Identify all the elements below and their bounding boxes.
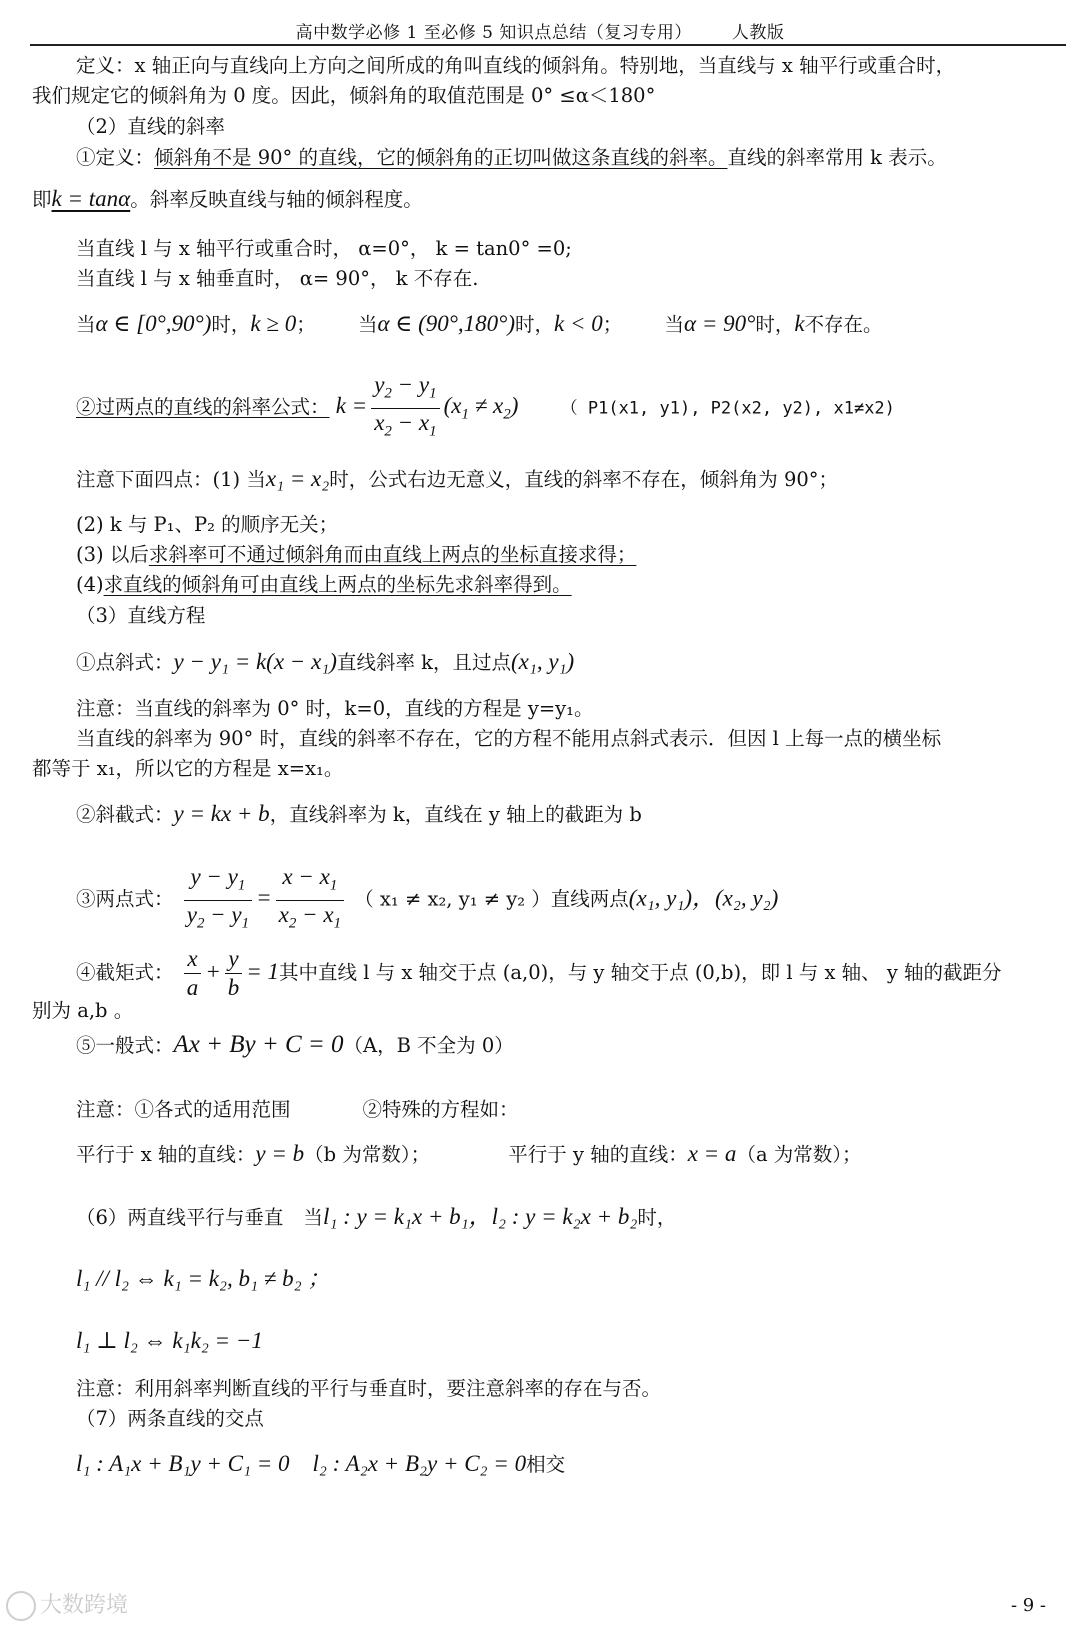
n3-underlined: 求斜率可不通过倾斜角而由直线上两点的坐标直接求得； xyxy=(148,543,637,566)
h6-then: 时， xyxy=(637,1206,677,1229)
notice-four-points xyxy=(76,467,838,492)
parallel-eq: l₁ // l₂ ⇔ k₁ = k₂, b₁ ≠ b₂ ； xyxy=(76,1266,331,1291)
slope-tan-line xyxy=(32,187,423,212)
two-point-condition: （ P1(x1, y1), P2(x2, y2), x1≠x2) xyxy=(560,398,895,419)
si-equation: y = kx + b xyxy=(173,801,270,826)
heading-parallel-perp xyxy=(76,1205,676,1230)
range-c-then: 时， xyxy=(755,313,795,336)
header-edition: 人教版 xyxy=(731,23,785,43)
intersection-line xyxy=(76,1452,565,1477)
intersect-equations: l₁ : A₁x + B₁y + C₁ = 0 l₂ : A₂x + B₂y + C₂ = 0 xyxy=(76,1451,527,1476)
two-point-label: ②过两点的直线的斜率公式： xyxy=(76,395,330,419)
range-b-then: 时， xyxy=(515,313,555,336)
page-header xyxy=(0,18,1080,43)
par-x-note: （b 为常数）； xyxy=(304,1143,431,1166)
slope-def-underlined: 倾斜角不是 90° 的直线，它的倾斜角的正切叫做这条直线的斜率。 xyxy=(154,146,728,169)
ic-label: ④截矩式： xyxy=(76,960,174,984)
header-title: 高中数学必修 1 至必修 5 知识点总结（复习专用） xyxy=(295,23,692,43)
slope-intercept-form xyxy=(76,802,642,827)
slope-def-suffix: 直线的斜率常用 k 表示。 xyxy=(727,146,947,169)
case-horizontal: 当直线 l 与 x 轴平行或重合时， α=0°， k = tan0° =0; xyxy=(76,237,572,260)
general-form xyxy=(76,1033,514,1058)
notice4-prefix: 注意下面四点：(1) 当 xyxy=(76,468,266,491)
slope-def-prefix: ①定义： xyxy=(76,146,155,169)
par-x-eq: y = b xyxy=(255,1141,305,1166)
range-a-sep: ； xyxy=(296,313,316,336)
tp-condition: （ x₁ ≠ x₂, y₁ ≠ y₂ ）直线两点 xyxy=(354,887,629,911)
intersect-tail: 相交 xyxy=(526,1453,566,1476)
slope-range-line xyxy=(76,312,883,337)
intercept-form xyxy=(76,946,1002,1001)
parallel-condition xyxy=(76,1267,330,1292)
tp-points: (x₁, y₁)，(x₂, y₂) xyxy=(628,885,779,911)
range-b-sep: ； xyxy=(602,313,623,336)
slope-reflect: 。斜率反映直线与轴的倾斜程度。 xyxy=(130,188,423,211)
note-range-a: 注意：①各式的适用范围 xyxy=(76,1098,291,1121)
range-c-angle: α = 90° xyxy=(684,311,756,336)
ps-desc: 直线斜率 k，且过点 xyxy=(336,651,511,674)
par-y-eq: x = a xyxy=(687,1141,737,1166)
ps-note-2: 当直线的斜率为 90° 时，直线的斜率不存在，它的方程不能用点斜式表示．但因 l 上每一点的横坐标 xyxy=(76,727,942,750)
watermark-text: 大数跨境 xyxy=(40,1593,129,1618)
par-y-label: 平行于 y 轴的直线： xyxy=(508,1143,688,1166)
h6-equation: l₁ : y = k₁x + b₁，l₂ : y = k₂x + b₂ xyxy=(322,1204,638,1229)
page-number: - 9 - xyxy=(1010,1595,1046,1616)
note-range-b: ②特殊的方程如： xyxy=(362,1098,519,1121)
ic-desc-2: 别为 a,b 。 xyxy=(32,999,134,1022)
gen-equation: Ax + By + C = 0 xyxy=(173,1031,344,1058)
watermark xyxy=(6,1588,128,1621)
slope-definition xyxy=(76,146,947,170)
perp-eq: l₁ ⊥ l₂ ⇔ k₁k₂ = −1 xyxy=(76,1328,263,1353)
h6-when: 当 xyxy=(303,1206,323,1229)
h6-title: （6）两直线平行与垂直 xyxy=(76,1206,284,1229)
point-slope-form xyxy=(76,650,574,675)
range-c-k: k xyxy=(794,311,805,336)
n4-prefix: (4) xyxy=(76,573,104,596)
ic-desc: 其中直线 l 与 x 轴交于点 (a,0)，与 y 轴交于点 (0,b)，即 l 与 x 轴、 y 轴的截距分 xyxy=(279,960,1002,984)
range-a-when: 当 xyxy=(76,313,96,336)
heading-intersection: （7）两条直线的交点 xyxy=(76,1407,264,1430)
ps-label: ①点斜式： xyxy=(76,651,174,674)
par-x-label: 平行于 x 轴的直线： xyxy=(76,1143,256,1166)
slope-ji: 即 xyxy=(32,188,52,211)
heading-line-equation: （3）直线方程 xyxy=(76,604,206,627)
range-b-k: k < 0 xyxy=(554,311,603,336)
range-a-then: 时， xyxy=(211,313,251,336)
gen-label: ⑤一般式： xyxy=(76,1034,174,1057)
perpendicular-condition xyxy=(76,1329,263,1354)
ps-note-3: 都等于 x₁，所以它的方程是 x=x₁。 xyxy=(32,757,344,780)
two-point-formula: k = $\frac{y_2 - y_1}{x_2 - x_1}$ $(x_1 \ne x_2)$ xyxy=(335,372,519,440)
ps-note: 注意：当直线的斜率为 0° 时，k=0，直线的方程是 y=y₁。 xyxy=(76,697,594,720)
notice4-math: x₁ = x₂ xyxy=(265,466,330,491)
notice-point-3 xyxy=(76,543,636,567)
si-desc: ，直线斜率为 k，直线在 y 轴上的截距为 b xyxy=(269,803,642,826)
two-point-form xyxy=(76,864,778,936)
notice-point-2: (2) k 与 P₁、P₂ 的顺序无关； xyxy=(76,513,339,536)
heading-slope: （2）直线的斜率 xyxy=(76,115,225,138)
range-b-interval: α ∈ (90°,180°) xyxy=(377,311,516,336)
perp-note: 注意：利用斜率判断直线的平行与垂直时，要注意斜率的存在与否。 xyxy=(76,1377,662,1400)
tp-equation: $\frac{y - y_1}{y_2 - y_1}$ = $\frac{x - x_1}{x_2 - x_1}$ xyxy=(180,885,348,910)
range-c-when: 当 xyxy=(664,313,685,336)
par-y-note: （a 为常数）； xyxy=(736,1143,862,1166)
range-c-none: 不存在。 xyxy=(804,313,883,336)
two-point-slope-formula xyxy=(76,372,895,444)
def-incline-line-1: 定义：x 轴正向与直线向上方向之间所成的角叫直线的倾斜角。特别地，当直线与 x 轴平行或重合时， xyxy=(76,54,956,77)
case-vertical: 当直线 l 与 x 轴垂直时， α= 90°， k 不存在. xyxy=(76,267,479,290)
ps-equation: y − y₁ = k(x − x₁) xyxy=(173,649,337,674)
special-lines xyxy=(76,1142,862,1167)
notice-ranges xyxy=(76,1098,519,1122)
ic-equation: $\frac{x}{a}$ + $\frac{y}{b}$ = 1 xyxy=(180,959,279,984)
ps-point: (x₁, y₁) xyxy=(510,649,575,674)
slope-k-tan: k = tanα xyxy=(51,186,131,211)
notice-point-4 xyxy=(76,573,572,597)
n4-underlined: 求直线的倾斜角可由直线上两点的坐标先求斜率得到。 xyxy=(103,573,572,596)
n3-prefix: (3) 以后 xyxy=(76,543,149,566)
def-incline-line-2: 我们规定它的倾斜角为 0 度。因此，倾斜角的取值范围是 0° ≤α＜180° xyxy=(32,84,656,107)
si-label: ②斜截式： xyxy=(76,803,174,826)
notice4-suffix: 时，公式右边无意义，直线的斜率不存在，倾斜角为 90°； xyxy=(329,468,839,491)
gen-desc: （A，B 不全为 0） xyxy=(343,1034,514,1057)
range-a-interval: α ∈ [0°,90°) xyxy=(95,311,212,336)
header-rule xyxy=(30,44,1066,46)
range-a-k: k ≥ 0 xyxy=(250,311,297,336)
range-b-when: 当 xyxy=(357,313,378,336)
tp-label: ③两点式： xyxy=(76,887,174,911)
watermark-logo-icon xyxy=(6,1591,36,1621)
